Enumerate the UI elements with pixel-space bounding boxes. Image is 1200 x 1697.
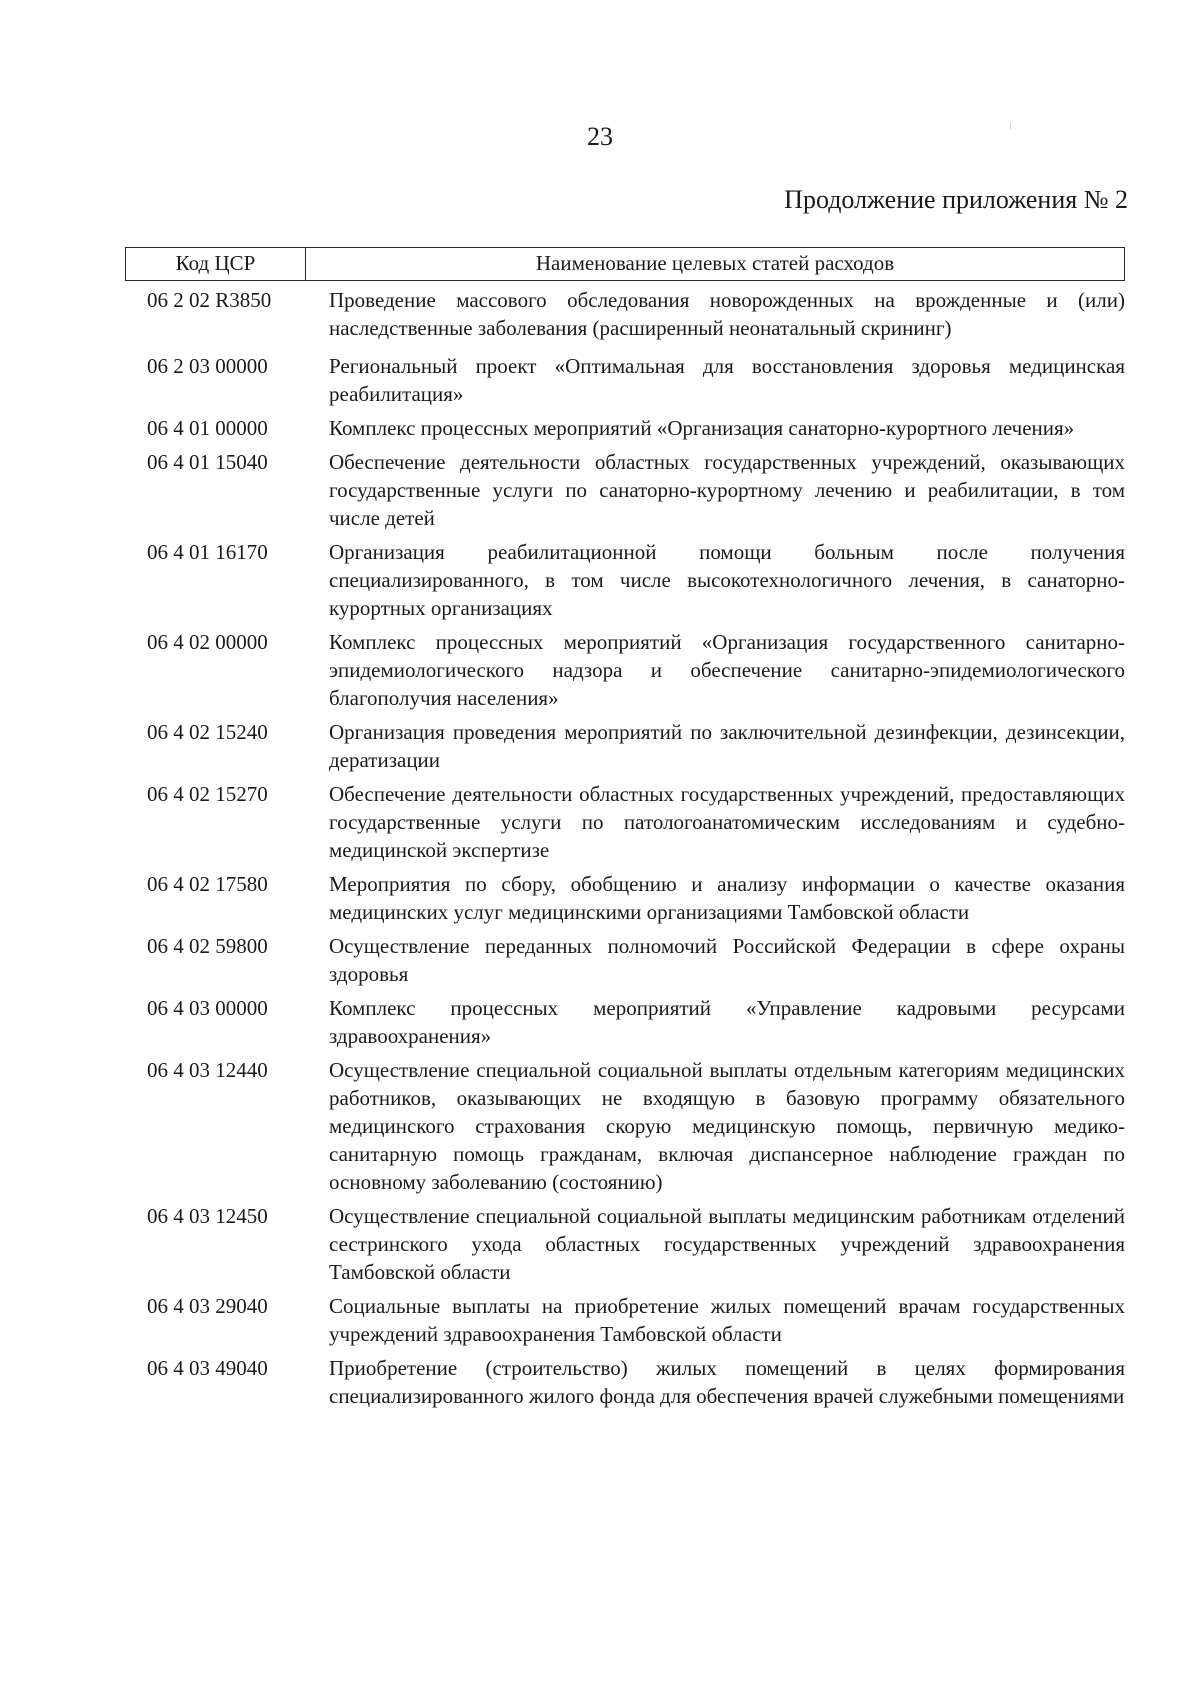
table-row: [125, 414, 1125, 442]
row-code: 06 4 03 00000: [147, 996, 268, 1020]
row-code: 06 4 03 12450: [147, 1204, 268, 1228]
table-row: [125, 286, 1125, 342]
row-code: 06 4 02 15270: [147, 782, 268, 806]
row-name: Мероприятия по сбору, обобщению и анализу информации о качестве оказания медицинских услуг медицинскими организациями Тамбовской области: [329, 872, 1125, 924]
row-name: Осуществление специальной социальной выплаты медицинским работникам отделений сестринского ухода областных государственных учреждений здравоохранения Тамбовской области: [329, 1204, 1125, 1284]
table-row: [125, 352, 1125, 408]
row-name: Обеспечение деятельности областных государственных учреждений, оказывающих государственные услуги по санаторно-курортному лечению и реабилитации, в том числе детей: [329, 450, 1125, 530]
table-row: [125, 1292, 1125, 1348]
row-code: 06 2 02 R3850: [147, 288, 272, 312]
row-code: 06 4 02 15240: [147, 720, 268, 744]
row-code: 06 4 02 17580: [147, 872, 268, 896]
row-code: 06 4 03 49040: [147, 1356, 268, 1380]
row-code: 06 4 03 12440: [147, 1058, 268, 1082]
row-name: Проведение массового обследования новорожденных на врожденные и (или) наследственные заболевания (расширенный неонатальный скрининг): [329, 288, 1125, 340]
table-row: [125, 448, 1125, 532]
table-header-row: [125, 247, 1125, 281]
row-name: Комплекс процессных мероприятий «Организация санаторно-курортного лечения»: [329, 416, 1075, 440]
row-name: Осуществление специальной социальной выплаты отдельным категориям медицинских работников, оказывающих не входящую в базовую программу обязательного медицинского страхования скорую медицинскую помощь, первичную медико-санитарную помощь гражданам, включая диспансерное наблюдение граждан по основному заболеванию (состоянию): [329, 1058, 1125, 1194]
row-name: Осуществление переданных полномочий Российской Федерации в сфере охраны здоровья: [329, 934, 1125, 986]
table-row: [125, 780, 1125, 864]
row-name: Организация реабилитационной помощи больным после получения специализированного, в том числе высокотехнологичного лечения, в санаторно-курортных организациях: [329, 540, 1125, 620]
page-number: 23: [587, 122, 613, 151]
row-name: Комплекс процессных мероприятий «Управление кадровыми ресурсами здравоохранения»: [329, 996, 1125, 1048]
table-row: [125, 718, 1125, 774]
header-code: Код ЦСР: [126, 248, 306, 280]
table-row: [125, 870, 1125, 926]
row-name: Комплекс процессных мероприятий «Организация государственного санитарно-эпидемиологического надзора и обеспечение санитарно-эпидемиологического благополучия населения»: [329, 630, 1125, 710]
expense-articles-table: [125, 247, 1125, 1416]
row-name: Организация проведения мероприятий по заключительной дезинфекции, дезинсекции, дератизации: [329, 720, 1125, 772]
row-code: 06 4 02 00000: [147, 630, 268, 654]
table-row: [125, 1354, 1125, 1410]
table-row: [125, 994, 1125, 1050]
appendix-continuation-note: Продолжение приложения № 2: [784, 185, 1128, 214]
row-code: 06 4 03 29040: [147, 1294, 268, 1318]
table-row: [125, 932, 1125, 988]
row-name: Обеспечение деятельности областных государственных учреждений, предоставляющих государственные услуги по патологоанатомическим исследованиям и судебно-медицинской экспертизе: [329, 782, 1125, 862]
table-row: [125, 1056, 1125, 1196]
row-name: Приобретение (строительство) жилых помещений в целях формирования специализированного жилого фонда для обеспечения врачей служебными помещениями: [329, 1356, 1125, 1408]
table-row: [125, 628, 1125, 712]
row-code: 06 2 03 00000: [147, 354, 268, 378]
header-name: Наименование целевых статей расходов: [535, 251, 895, 275]
row-name: Социальные выплаты на приобретение жилых помещений врачам государственных учреждений здравоохранения Тамбовской области: [329, 1294, 1125, 1346]
row-code: 06 4 02 59800: [147, 934, 268, 958]
table-row: [125, 538, 1125, 622]
table-body: [125, 286, 1125, 1410]
table-row: [125, 1202, 1125, 1286]
row-code: 06 4 01 16170: [147, 540, 268, 564]
row-code: 06 4 01 15040: [147, 450, 268, 474]
row-code: 06 4 01 00000: [147, 416, 268, 440]
scan-artifact: [1010, 123, 1011, 129]
row-name: Региональный проект «Оптимальная для восстановления здоровья медицинская реабилитация»: [329, 354, 1125, 406]
